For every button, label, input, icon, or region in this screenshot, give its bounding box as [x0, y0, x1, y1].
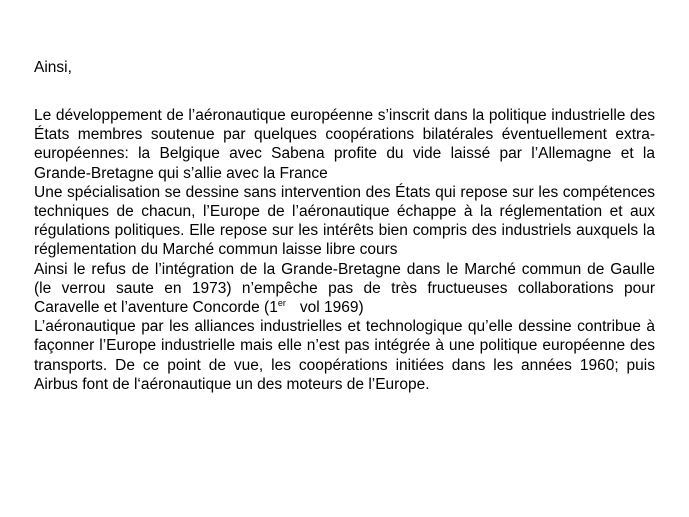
paragraph-refusal-text: Ainsi le refus de l’intégration de la Grande-Bretagne dans le Marché commun de Gaulle (le verrou saute en 1973) n’empêche pas de très fructueuses collaborations pour Caravelle et l’aventure Concorde (1	[34, 260, 655, 317]
intro-text: Ainsi,	[34, 59, 72, 76]
paragraph-specialisation: Une spécialisation se dessine sans intervention des États qui repose sur les compétences techniques de chacun, l’Europe de l’aéronautique échappe à la réglementation et aux régulations politiques. Elle repose sur les intérêts bien compris des industriels auxquels la réglementation du Marché commun laisse libre cours	[34, 183, 655, 259]
paragraph-development: Le développement de l’aéronautique européenne s’inscrit dans la politique industrielle des États membres soutenue par quelques coopérations bilatérales éventuellement extra-européennes: la Belgique avec Sabena profite du vide laissé par l’Allemagne et la Grande-Bretagne qui s’allie avec la France	[34, 107, 655, 182]
body-text	[34, 106, 655, 394]
paragraph-refusal	[34, 260, 655, 318]
ordinal-superscript: er	[277, 297, 286, 308]
paragraph-refusal-end: vol 1969)	[299, 299, 364, 317]
paragraph-aeronautics: L’aéronautique par les alliances industrielles et technologique qu’elle dessine contribue à façonner l’Europe industrielle mais elle n’est pas intégrée à une politique européenne des transports. De ce point de vue, les coopérations initiées dans les années 1960; puis Airbus font de l‘aéronautique un des moteurs de l’Europe.	[34, 318, 655, 393]
